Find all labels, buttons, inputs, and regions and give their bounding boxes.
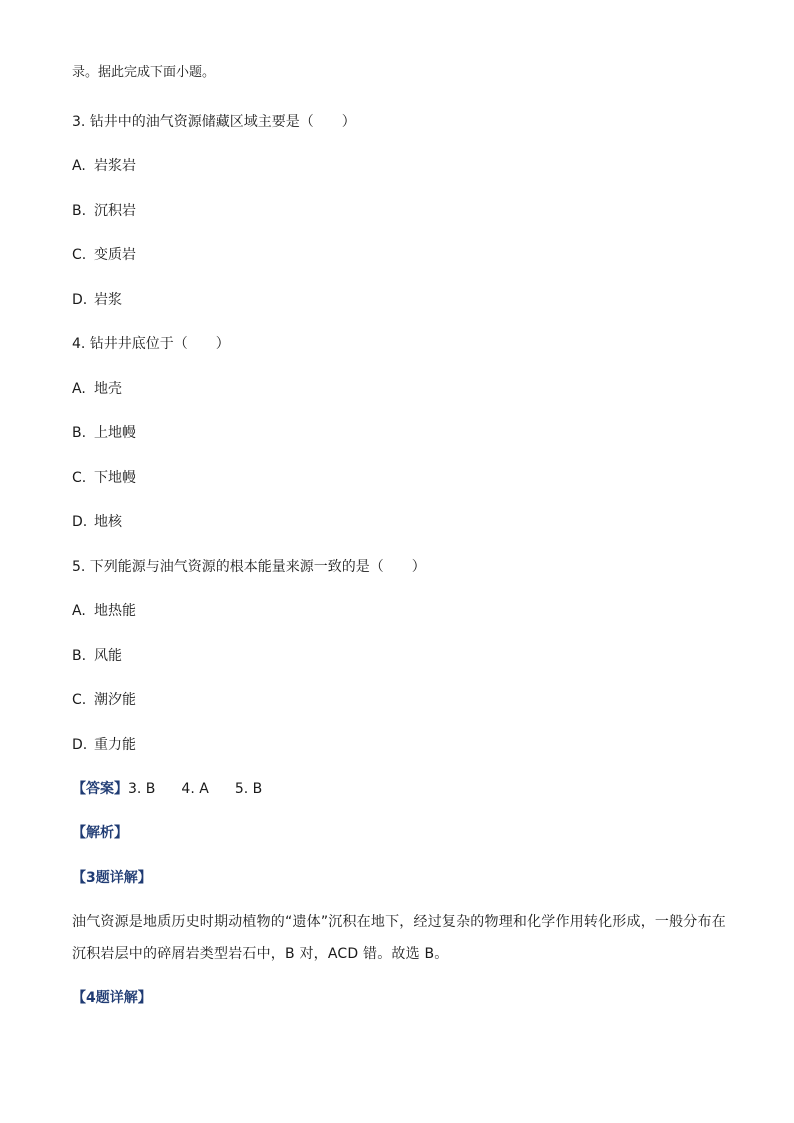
question-3-option-b [72, 201, 136, 221]
detail-3-paragraph-line-1: 油气资源是地质历史时期动植物的“遗体”沉积在地下，经过复杂的物理和化学作用转化形成，一般分布在 [72, 914, 726, 930]
option-text: 风能 [94, 648, 122, 664]
option-letter: C. [72, 470, 87, 486]
option-letter: C. [72, 247, 87, 263]
option-text: 地热能 [94, 603, 136, 619]
question-4-stem: 4. 钻井井底位于（ ） [72, 336, 230, 352]
option-text: 变质岩 [94, 247, 136, 263]
option-letter: A. [72, 158, 86, 174]
question-3-option-c [72, 245, 136, 265]
option-letter: B. [72, 203, 87, 219]
analysis-heading [72, 823, 128, 843]
option-letter: A. [72, 381, 86, 397]
answer-line [72, 779, 288, 799]
detail-4-heading [72, 988, 152, 1008]
intro-text: 录。据此完成下面小题。 [72, 65, 216, 80]
detail-3-label: 【3题详解】 [72, 870, 152, 886]
question-3-option-a [72, 156, 136, 176]
option-text: 岩浆岩 [94, 158, 136, 174]
question-4-option-a [72, 379, 122, 399]
question-5-option-c [72, 690, 136, 710]
option-text: 潮汐能 [94, 692, 136, 708]
analysis-label: 【解析】 [72, 825, 128, 841]
option-letter: D. [72, 737, 88, 753]
answer-label: 【答案】 [72, 781, 128, 797]
question-4-option-b [72, 423, 136, 443]
option-text: 地壳 [94, 381, 122, 397]
question-4-option-c [72, 468, 136, 488]
detail-4-label: 【4题详解】 [72, 990, 152, 1006]
option-text: 岩浆 [94, 292, 122, 308]
option-letter: A. [72, 603, 86, 619]
answer-item: 5. B [234, 781, 263, 797]
option-text: 重力能 [94, 737, 136, 753]
question-5-option-b [72, 646, 122, 666]
option-letter: C. [72, 692, 87, 708]
answer-item: 3. B [128, 781, 156, 797]
question-5-option-d [72, 735, 136, 755]
question-3-stem: 3. 钻井中的油气资源储藏区域主要是（ ） [72, 114, 356, 130]
option-letter: D. [72, 292, 88, 308]
detail-3-heading [72, 868, 152, 888]
question-3-option-d [72, 290, 122, 310]
option-letter: B. [72, 425, 87, 441]
option-text: 上地幔 [94, 425, 136, 441]
answer-item: 4. A [181, 781, 209, 797]
option-text: 下地幔 [94, 470, 136, 486]
question-4-option-d [72, 512, 122, 532]
question-5-stem: 5. 下列能源与油气资源的根本能量来源一致的是（ ） [72, 559, 426, 575]
option-text: 地核 [94, 514, 122, 530]
option-letter: D. [72, 514, 88, 530]
option-text: 沉积岩 [94, 203, 136, 219]
question-5-option-a [72, 601, 136, 621]
option-letter: B. [72, 648, 87, 664]
detail-3-paragraph-line-2: 沉积岩层中的碎屑岩类型岩石中，B 对，ACD 错。故选 B。 [72, 946, 449, 962]
